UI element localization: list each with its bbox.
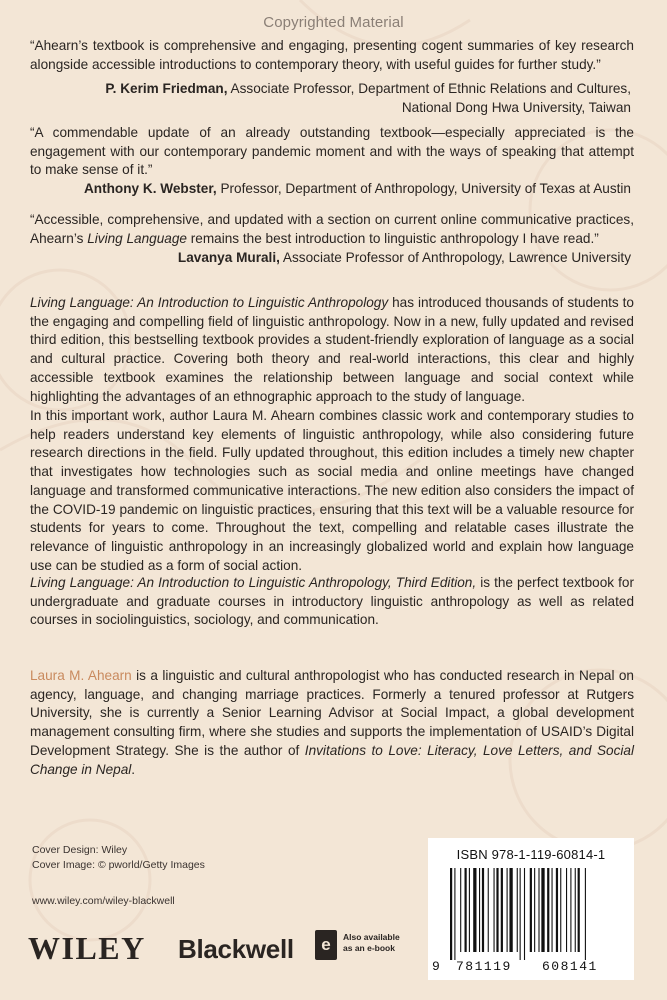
review-quote-3-book-title: Living Language <box>87 230 187 246</box>
reviewer-name-1: P. Kerim Friedman, <box>105 81 228 96</box>
description-paragraph-2: In this important work, author Laura M. Ahearn combines classic work and contemporary studies to help readers understand key elements of linguistic anthropology, while also considering future research directions in the field. Fully updated throughout, this edition includes a timely new chapter that investigates how technologies such as social media and online meetings have changed language and transformed communicative interactions. The new edition also considers the impact of the COVID-19 pandemic on linguistic practices, ensuring that this text will be a valuable resource for students for years to come. Throughout the text, compelling and relatable cases illustrate the relevance of linguistic anthropology in an increasingly globalized world and explain how language use can be studied as a form of social action. <box>30 408 634 573</box>
barcode-bar <box>556 868 558 952</box>
author-name: Laura M. Ahearn <box>30 668 132 683</box>
cover-credits <box>32 843 205 872</box>
barcode-bar <box>454 868 455 960</box>
ebook-line-2: as an e-book <box>343 943 395 953</box>
barcode-bar <box>530 868 532 952</box>
barcode-bar <box>494 868 495 952</box>
isbn-barcode-box <box>428 838 634 980</box>
reviewer-title-2: Professor, Department of Anthropology, University of Texas at Austin <box>220 181 631 196</box>
barcode-bar <box>479 868 480 952</box>
description-paragraph-1 <box>30 294 634 406</box>
barcode-bar <box>450 868 452 960</box>
publisher-website: www.wiley.com/wiley-blackwell <box>32 895 175 907</box>
cover-image-credit: Cover Image: © pworld/Getty Images <box>32 858 205 871</box>
author-bio-end: . <box>131 761 136 777</box>
reviewer-name-2: Anthony K. Webster, <box>83 181 217 196</box>
cover-design-credit: Cover Design: Wiley <box>32 844 128 856</box>
blackwell-wordmark: Blackwell <box>178 934 294 964</box>
barcode-bar <box>575 868 576 952</box>
barcode-bar <box>534 868 535 952</box>
barcode-digits-left: 781119 <box>456 959 512 974</box>
barcode-bar <box>520 868 521 960</box>
description-paragraph-3 <box>30 574 634 630</box>
review-attribution-1 <box>31 80 631 117</box>
barcode-bar <box>547 868 549 952</box>
barcode-bar <box>538 868 539 952</box>
wiley-wordmark: WILEY <box>28 930 146 966</box>
description-paragraph-1-text: has introduced thousands of students to the engaging and compelling field of linguistic anthropology. Now in a new, fully updated and revised third edition, this bestselling textbook provides a student-friendly exploration of language as a social and cultural practice. Covering both theory and real-world interactions, this clear and highly accessible textbook examines the relationship between language and social context while highlighting the advantages of an ethnographic approach to the study of language. <box>30 295 634 404</box>
barcode-bar <box>524 868 525 960</box>
barcode-bar <box>570 868 571 952</box>
barcode-bar <box>552 868 553 952</box>
barcode-bar <box>460 868 461 952</box>
barcode-bar <box>578 868 580 952</box>
barcode-digit-first: 9 <box>432 959 442 974</box>
barcode-bar <box>496 868 498 952</box>
reviewer-title-3: Associate Professor of Anthropology, Lawrence University <box>282 250 631 265</box>
review-attribution-2 <box>31 180 631 199</box>
barcode-bar <box>501 868 503 952</box>
barcode-bars <box>436 868 626 960</box>
barcode-bar <box>465 868 467 952</box>
barcode-bar <box>560 868 561 952</box>
book-title-italic: Living Language: An Introduction to Linguistic Anthropology <box>30 295 389 310</box>
reviewer-affiliation-1: National Dong Hwa University, Taiwan <box>401 99 631 115</box>
ebook-line-1: Also available <box>343 932 400 942</box>
barcode-bar <box>488 868 489 952</box>
author-other-book: Invitations to Love: Literacy, Love Letters, and Social Change in Nepal <box>30 742 634 777</box>
barcode-bar <box>473 868 476 952</box>
barcode-bar <box>469 868 470 952</box>
barcode-bar <box>509 868 512 952</box>
description-paragraph-3-text: is the perfect textbook for undergraduate and graduate courses in introductory linguistic anthropology as well as related courses in sociolinguistics, sociology, and communication. <box>30 575 634 628</box>
review-quote-1: “Ahearn’s textbook is comprehensive and engaging, presenting cogent summaries of key research alongside accessible introductions to contemporary theory, with useful guides for further study.” <box>30 38 634 72</box>
barcode-bar <box>507 868 508 952</box>
review-quote-3-start: “Accessible, comprehensive, and updated with a section on current online communicative practices, Ahearn’s <box>30 212 634 246</box>
ebook-icon: e <box>315 930 337 960</box>
barcode-bar <box>566 868 567 952</box>
barcode-bar <box>585 868 586 960</box>
isbn-label: ISBN 978-1-119-60814-1 <box>456 847 606 862</box>
author-bio <box>30 667 634 779</box>
reviewer-name-3: Lavanya Murali, <box>177 250 280 265</box>
book-title-edition-italic: Living Language: An Introduction to Linguistic Anthropology, Third Edition, <box>30 575 477 590</box>
ebook-availability <box>343 932 400 954</box>
barcode-bar <box>541 868 544 952</box>
author-bio-text: is a linguistic and cultural anthropologist who has conducted research in Nepal on agency, language, and changing marriage practices. Formerly a tenured professor at Rutgers University, she is currently a Senior Learning Advisor at Social Impact, a global development management consulting firm, where she studies and supports the implementation of USAID’s Digital Development Strategy. She is the author of <box>30 668 634 758</box>
reviewer-title-1: Associate Professor, Department of Ethnic Relations and Cultures, <box>230 81 631 96</box>
barcode-bar <box>482 868 484 952</box>
review-attribution-3 <box>31 249 631 268</box>
barcode-bar <box>517 868 518 952</box>
review-quote-3 <box>30 211 634 248</box>
review-quote-2: “A commendable update of an already outstanding textbook—especially appreciated is the engagement with our contemporary pandemic moment and with the ways of speaking that attempt to make sense of it.” <box>30 125 634 177</box>
barcode-digits-right: 608141 <box>542 959 598 974</box>
review-quote-3-end: remains the best introduction to linguistic anthropology I have read.” <box>186 230 599 246</box>
copyright-watermark: Copyrighted Material <box>263 14 404 31</box>
